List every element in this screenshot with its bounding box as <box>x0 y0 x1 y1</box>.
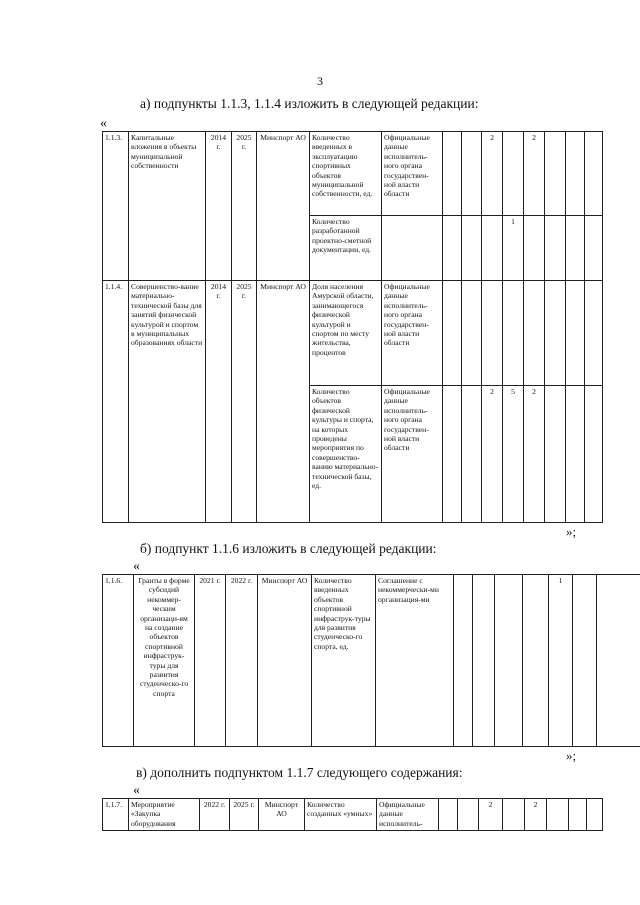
section-c-heading: в) дополнить подпунктом 1.1.7 следующего содержания: <box>136 765 463 780</box>
value-cell <box>439 799 458 831</box>
value-cell: 2 <box>524 386 545 523</box>
value-cell <box>597 575 640 747</box>
table-row <box>103 132 603 216</box>
value-cell <box>443 281 462 386</box>
end-year: 2022 г. <box>226 575 258 747</box>
open-quote-b: « <box>133 559 140 574</box>
value-cell: 1 <box>503 216 524 281</box>
value-cell <box>569 799 587 831</box>
open-quote-c: « <box>133 783 140 798</box>
value-cell <box>443 386 462 523</box>
start-year: 2022 г. <box>200 799 230 831</box>
value-cell <box>566 386 585 523</box>
value-cell <box>482 216 503 281</box>
value-cell <box>545 216 566 281</box>
value-cell: 5 <box>503 386 524 523</box>
indicator-name: Количество объектов физической культуры и спорта, на которых проведены мероприятия по совершенство-ванию материально-технической базы, ед. <box>310 386 382 523</box>
value-cell <box>462 216 482 281</box>
value-cell <box>585 132 603 216</box>
start-year: 2014 г. <box>206 281 232 523</box>
indicator-name: Количество созданных «умных» <box>305 799 377 831</box>
data-source: Официальные данные исполнитель- <box>377 799 439 831</box>
start-year: 2021 г. <box>195 575 226 747</box>
value-cell <box>503 281 524 386</box>
value-cell <box>462 281 482 386</box>
value-cell <box>503 132 524 216</box>
value-cell <box>585 216 603 281</box>
row-number: 1.1.4. <box>103 281 129 523</box>
end-year: 2025 г. <box>230 799 259 831</box>
value-cell: 2 <box>482 132 503 216</box>
section-b-heading: б) подпункт 1.1.6 изложить в следующей редакции: <box>140 541 437 556</box>
value-cell: 2 <box>479 799 503 831</box>
value-cell <box>585 386 603 523</box>
table-section-a <box>102 131 603 523</box>
value-cell <box>523 575 549 747</box>
measure-name: Капитальные вложения в объекты муниципальной собственности <box>129 132 206 281</box>
executor: Минспорт АО <box>258 575 312 747</box>
value-cell <box>458 799 479 831</box>
value-cell <box>566 216 585 281</box>
value-cell <box>545 386 566 523</box>
value-cell <box>545 281 566 386</box>
value-cell <box>473 575 495 747</box>
page-number: 3 <box>317 74 323 88</box>
row-number: 1.1.3. <box>103 132 129 281</box>
indicator-name: Количество разработанной проектно-сметной документации, ед. <box>310 216 382 281</box>
table-section-b <box>102 574 640 747</box>
start-year: 2014 г. <box>206 132 232 281</box>
table-section-c <box>102 798 603 831</box>
close-quote-b: »; <box>566 748 577 763</box>
value-cell <box>547 799 569 831</box>
value-cell: 2 <box>525 799 547 831</box>
executor: Минспорт АО <box>257 281 310 523</box>
data-source <box>382 216 443 281</box>
value-cell: 2 <box>524 132 545 216</box>
indicator-name: Количество введенных объектов спортивной инфраструк-туры для развития студенческо-го спорта, ед. <box>312 575 376 747</box>
table-row <box>103 799 603 831</box>
indicator-name: Количество введенных в эксплуатацию спортивных объектов муниципальной собственности, ед. <box>310 132 382 216</box>
measure-name: Совершенство-вание материально-технической базы для занятий физической культурой и спортом в муниципальных образованиях области <box>129 281 206 523</box>
value-cell <box>443 216 462 281</box>
executor: Минспорт АО <box>257 132 310 281</box>
value-cell <box>524 216 545 281</box>
value-cell <box>585 281 603 386</box>
indicator-name: Доля населения Амурской области, занимающегося физической культурой и спортом по месту жительства, процентов <box>310 281 382 386</box>
value-cell <box>443 132 462 216</box>
value-cell <box>462 132 482 216</box>
value-cell <box>495 575 523 747</box>
data-source: Официальные данные исполнитель-ного органа государствен-ной власти области <box>382 281 443 386</box>
value-cell <box>454 575 473 747</box>
executor: Минспорт АО <box>259 799 305 831</box>
value-cell: 2 <box>482 386 503 523</box>
close-quote-a: »; <box>566 524 577 539</box>
value-cell <box>462 386 482 523</box>
end-year: 2025 г. <box>232 132 257 281</box>
section-a-heading: а) подпункты 1.1.3, 1.1.4 изложить в следующей редакции: <box>140 96 479 111</box>
value-cell <box>566 132 585 216</box>
value-cell <box>573 575 597 747</box>
value-cell <box>566 281 585 386</box>
row-number: 1.1.6. <box>103 575 134 747</box>
row-number: 1.1.7. <box>103 799 129 831</box>
table-row <box>103 281 603 386</box>
data-source: Официальные данные исполнитель-ного органа государствен-ной власти области <box>382 386 443 523</box>
value-cell <box>587 799 603 831</box>
value-cell <box>482 281 503 386</box>
value-cell <box>545 132 566 216</box>
measure-name: Гранты в форме субсидий некоммер-ческим организаци-ям на создание объектов спортивной инфраструк-туры для развития студенческо-го спорта <box>134 575 195 747</box>
value-cell <box>503 799 525 831</box>
end-year: 2025 г. <box>232 281 257 523</box>
table-row <box>103 575 640 747</box>
data-source: Соглашение с некоммерчески-ми организация-ми <box>376 575 454 747</box>
measure-name: Мероприятие «Закупка оборудования <box>129 799 200 831</box>
data-source: Официальные данные исполнитель-ного органа государствен-ной власти области <box>382 132 443 216</box>
open-quote-a: « <box>100 116 107 131</box>
value-cell <box>524 281 545 386</box>
value-cell: 1 <box>549 575 573 747</box>
